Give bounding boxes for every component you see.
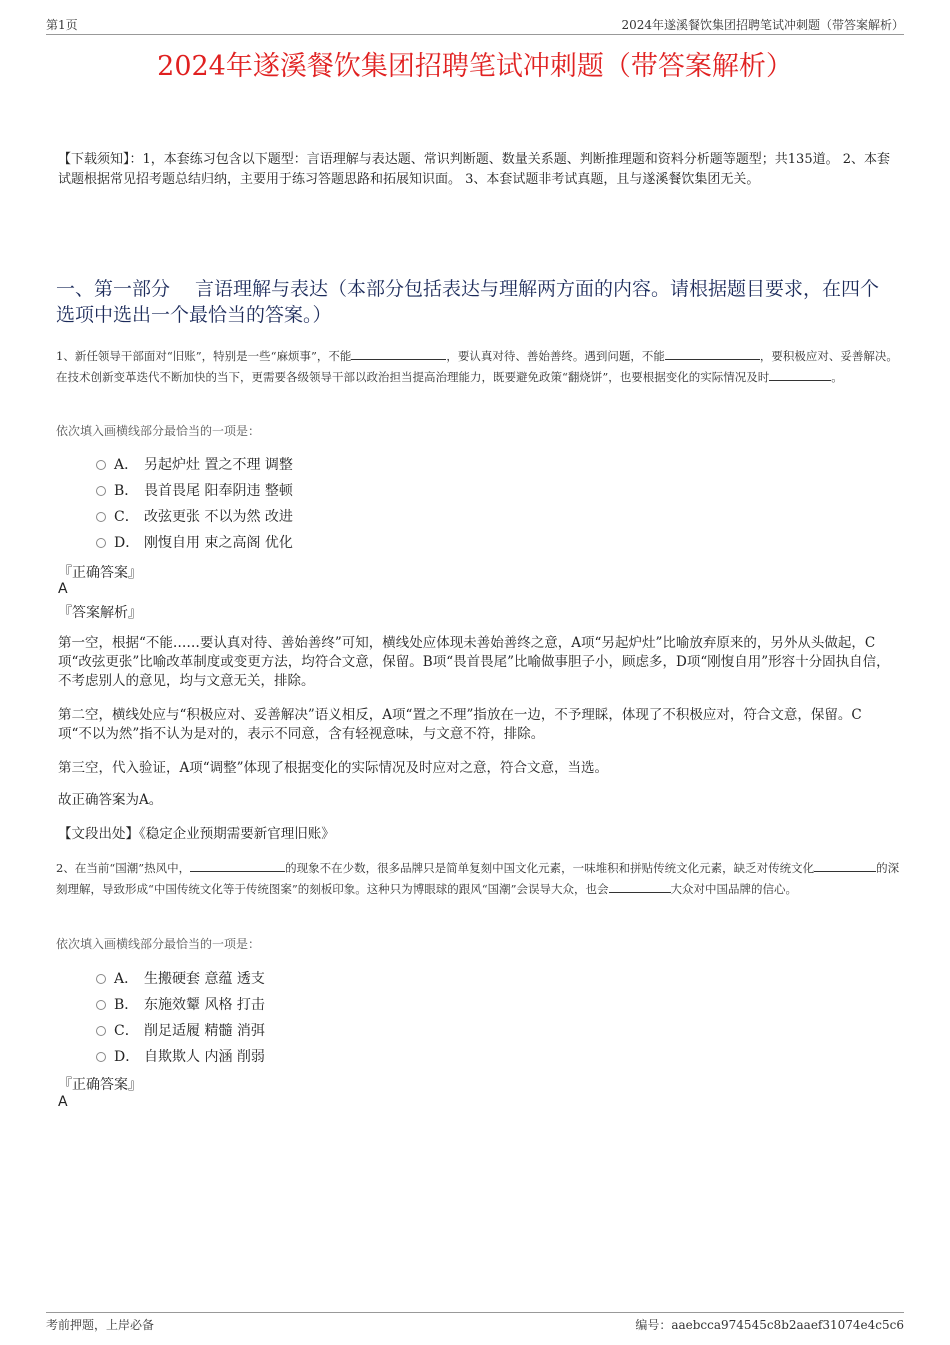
q2-text-seg4: 大众对中国品牌的信心。 <box>670 882 798 896</box>
page-number: 第1页 <box>46 18 78 32</box>
radio-icon[interactable] <box>96 486 106 496</box>
footer-slogan: 考前押题，上岸必备 <box>46 1318 155 1332</box>
q2-text-seg3: 的深刻理解，导致形成“中国传统文化等于传统图案”的刻板印象。这种只为博眼球的跟风“国潮”会误导大众，也会 <box>56 861 900 896</box>
q2-options <box>96 966 265 1070</box>
q2-option-c[interactable]: C． 削足适履 精髓 消弭 <box>96 1018 265 1044</box>
page-footer <box>46 1312 904 1332</box>
q1-analysis-para-3: 第三空，代入验证，A项“调整”体现了根据变化的实际情况及时应对之意，符合文意，当选。 <box>58 760 609 776</box>
q1-text-seg3: ，要积极应对、妥善解决。在技术创新变革迭代不断加快的当下，更需要各级领导干部以政治担当提高治理能力，既要避免政策“翻烧饼”，也要根据变化的实际情况及时 <box>56 349 898 384</box>
q1-analysis-para-2: 第二空，横线处应与“积极应对、妥善解决”语义相反，A项“置之不理”指放在一边，不予理睬，体现了不积极应对，符合文意，保留。C项“不以为然”指不认为是对的，表示不同意，含有轻视意味，与文意不符，排除。 <box>58 707 862 742</box>
download-notice: 【下载须知】：1，本套练习包含以下题型：言语理解与表达题、常识判断题、数量关系题、判断推理题和资料分析题等题型；共135道。 2、本套试题根据常见招考题总结归纳，主要用于练习答题思路和拓展知识面。 3、本套试题非考试真题，且与遂溪餐饮集团无关。 <box>58 152 890 187</box>
q1-options <box>96 452 293 556</box>
q2-text-seg1: 2、在当前“国潮”热风中， <box>56 861 191 875</box>
q1-prompt: 依次填入画横线部分最恰当的一项是： <box>56 424 261 438</box>
q1-blank-2 <box>665 347 760 360</box>
radio-icon[interactable] <box>96 1000 106 1010</box>
q1-text-seg4: 。 <box>831 370 843 384</box>
radio-icon[interactable] <box>96 1026 106 1036</box>
q1-option-b[interactable]: B． 畏首畏尾 阳奉阴违 整顿 <box>96 478 293 504</box>
q2-answer-label: 『正确答案』 <box>58 1077 142 1093</box>
q1-text-seg2: ，要认真对待、善始善终。遇到问题，不能 <box>446 349 665 363</box>
header-doc-title: 2024年遂溪餐饮集团招聘笔试冲刺题（带答案解析） <box>621 18 904 32</box>
q1-analysis-para-1: 第一空，根据“不能……要认真对待、善始善终”可知，横线处应体现未善始善终之意，A项“另起炉灶”比喻放弃原来的，另外从头做起，C项“改弦更张”比喻改革制度或变更方法，均符合文意，保留。B项“畏首畏尾”比喻做事胆子小，顾虑多，D项“刚愎自用”形容十分固执自信，不考虑别人的意见，均与文意无关，排除。 <box>58 635 890 689</box>
radio-icon[interactable] <box>96 1052 106 1062</box>
q1-analysis-para-4: 故正确答案为A。 <box>58 792 163 808</box>
q1-blank-3 <box>769 368 831 381</box>
radio-icon[interactable] <box>96 538 106 548</box>
q2-blank-3 <box>609 880 671 893</box>
q1-option-a[interactable]: A． 另起炉灶 置之不理 调整 <box>96 452 293 478</box>
question-2-text <box>56 858 902 900</box>
q1-answer: A <box>58 581 68 597</box>
section-heading: 一、第一部分 言语理解与表达（本部分包括表达与理解两方面的内容。请根据题目要求，在四个选项中选出一个最恰当的答案。） <box>56 278 880 326</box>
q2-text-seg2: 的现象不在少数，很多品牌只是简单复刻中国文化元素，一味堆积和拼贴传统文化元素，缺乏对传统文化 <box>285 861 815 875</box>
q1-blank-1 <box>351 347 446 360</box>
q2-prompt: 依次填入画横线部分最恰当的一项是： <box>56 937 261 951</box>
q1-answer-label: 『正确答案』 <box>58 565 142 581</box>
q2-blank-2 <box>814 859 876 872</box>
q2-option-d[interactable]: D． 自欺欺人 内涵 削弱 <box>96 1044 265 1070</box>
q1-option-c[interactable]: C． 改弦更张 不以为然 改进 <box>96 504 293 530</box>
q1-analysis-label: 『答案解析』 <box>58 605 142 621</box>
radio-icon[interactable] <box>96 974 106 984</box>
q2-blank-1 <box>190 859 285 872</box>
q1-text-seg1: 1、新任领导干部面对“旧账”，特别是一些“麻烦事”，不能 <box>56 349 352 363</box>
q2-answer: A <box>58 1094 68 1110</box>
document-title: 2024年遂溪餐饮集团招聘笔试冲刺题（带答案解析） <box>157 51 793 82</box>
footer-doc-id: 编号：aaebcca974545c8b2aaef31074e4c5c6 <box>635 1318 904 1332</box>
radio-icon[interactable] <box>96 460 106 470</box>
q1-option-d[interactable]: D． 刚愎自用 束之高阁 优化 <box>96 530 293 556</box>
page-header <box>46 14 904 35</box>
q1-source: 【文段出处】《稳定企业预期需要新官理旧账》 <box>58 826 335 842</box>
q2-option-a[interactable]: A． 生搬硬套 意蕴 透支 <box>96 966 265 992</box>
question-1-text <box>56 346 902 388</box>
q2-option-b[interactable]: B． 东施效颦 风格 打击 <box>96 992 265 1018</box>
radio-icon[interactable] <box>96 512 106 522</box>
